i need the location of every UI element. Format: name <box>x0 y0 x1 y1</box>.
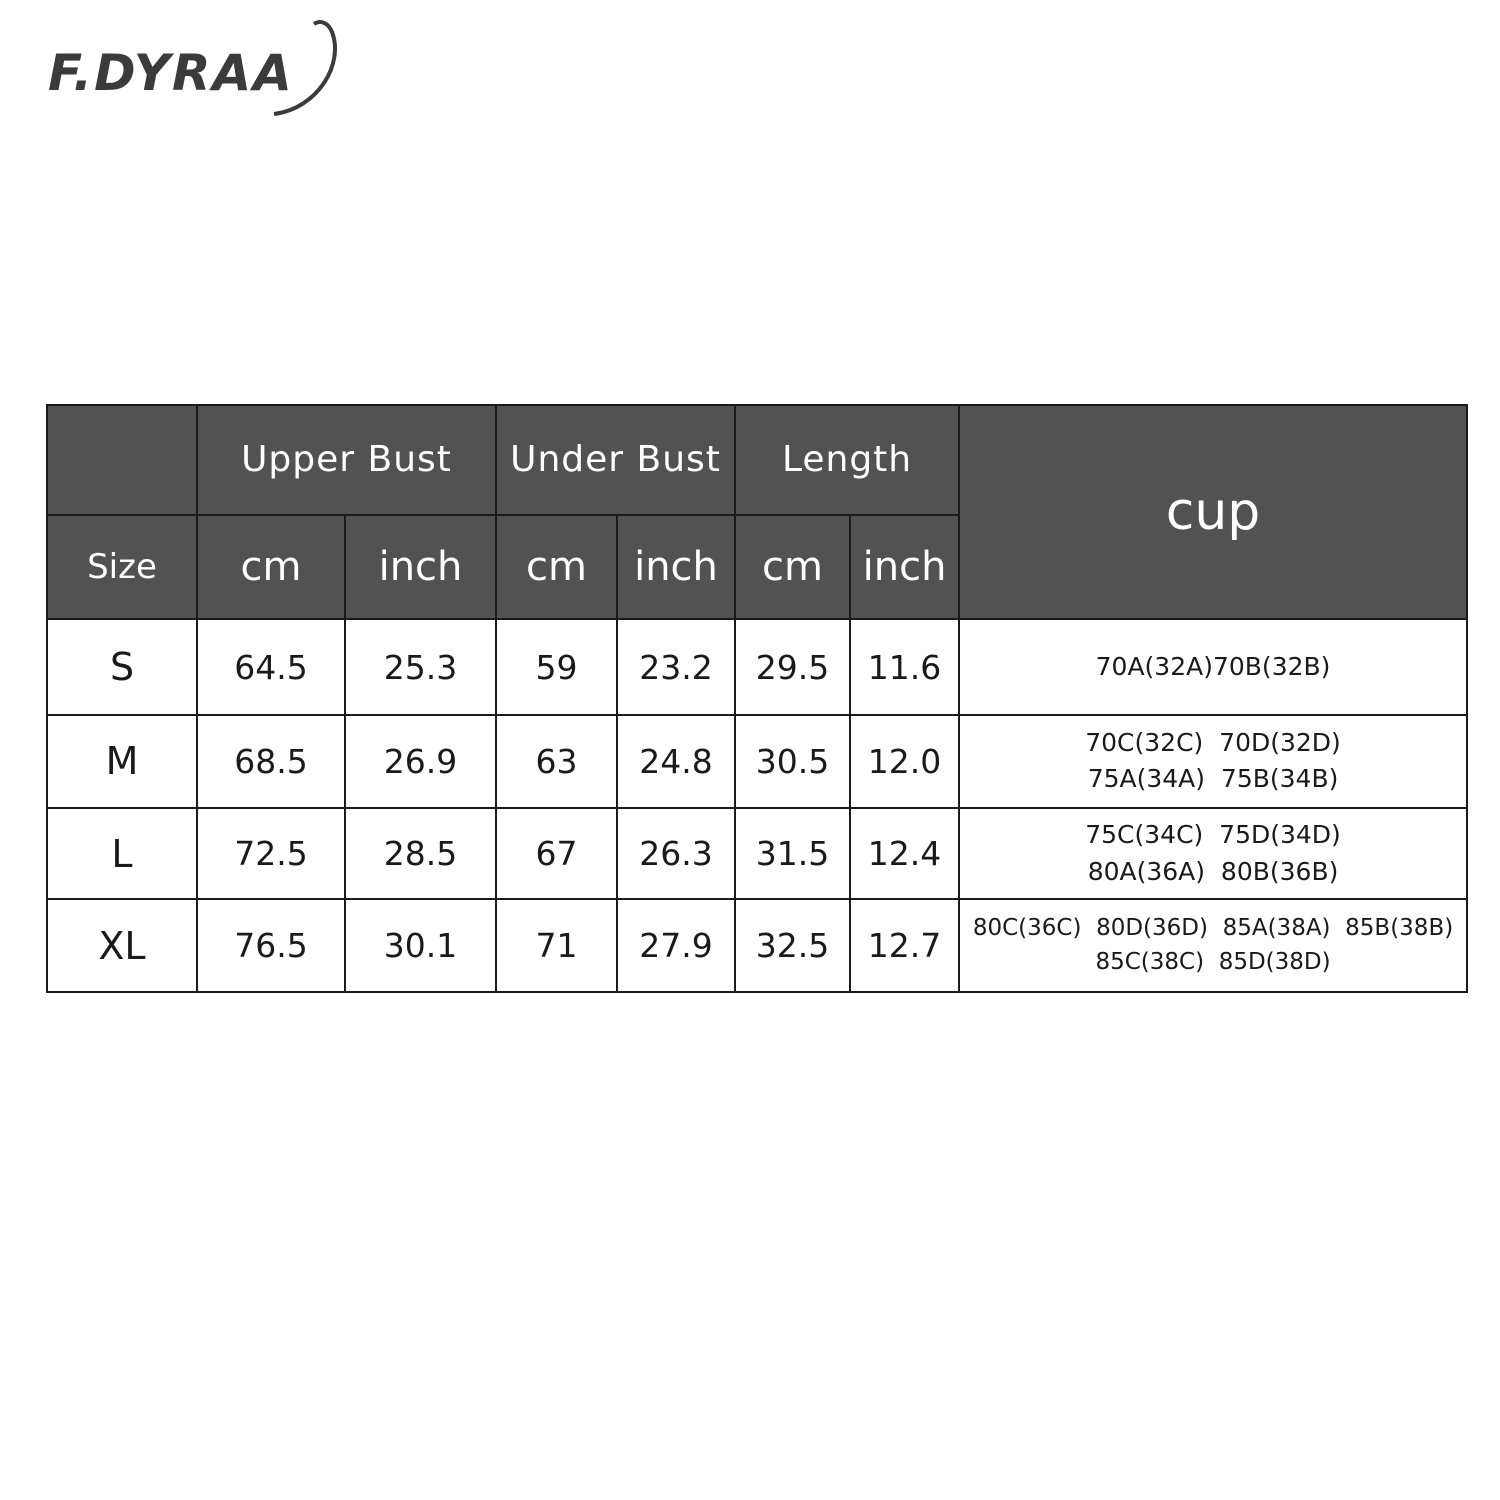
upper-bust-cm: 68.5 <box>197 715 345 808</box>
cup-line: 75A(34A) 75B(34B) <box>1087 764 1339 794</box>
under-bust-cm: 59 <box>496 619 617 715</box>
under-bust-cm: 67 <box>496 808 617 900</box>
size-label: L <box>47 808 197 900</box>
unit-under-bust-inch: inch <box>617 515 735 620</box>
under-bust-cm: 71 <box>496 899 617 992</box>
unit-length-cm: cm <box>735 515 850 620</box>
length-inch: 12.0 <box>850 715 959 808</box>
length-cm: 30.5 <box>735 715 850 808</box>
length-cm: 31.5 <box>735 808 850 900</box>
unit-upper-bust-inch: inch <box>345 515 496 620</box>
logo-text: F.DYRAA <box>48 44 294 102</box>
header-cup: cup <box>959 405 1467 619</box>
cup-line: 75C(34C) 75D(34D) <box>1085 820 1341 850</box>
length-cm: 32.5 <box>735 899 850 992</box>
size-chart-table <box>46 404 1468 993</box>
length-inch: 11.6 <box>850 619 959 715</box>
cup-line: 85C(38C) 85D(38D) <box>1095 948 1331 975</box>
upper-bust-cm: 72.5 <box>197 808 345 900</box>
header-row-groups <box>47 405 1467 515</box>
table-row <box>47 619 1467 715</box>
table-row <box>47 715 1467 808</box>
upper-bust-cm: 76.5 <box>197 899 345 992</box>
header-under-bust: Under Bust <box>496 405 735 515</box>
under-bust-cm: 63 <box>496 715 617 808</box>
upper-bust-inch: 28.5 <box>345 808 496 900</box>
table-row <box>47 899 1467 992</box>
size-label: S <box>47 619 197 715</box>
header-upper-bust: Upper Bust <box>197 405 496 515</box>
upper-bust-cm: 64.5 <box>197 619 345 715</box>
unit-under-bust-cm: cm <box>496 515 617 620</box>
header-corner <box>47 405 197 515</box>
table-row <box>47 808 1467 900</box>
cup-sizes <box>959 715 1467 808</box>
size-label: XL <box>47 899 197 992</box>
length-inch: 12.4 <box>850 808 959 900</box>
cup-sizes <box>959 899 1467 992</box>
cup-sizes <box>959 619 1467 715</box>
cup-line: 70C(32C) 70D(32D) <box>1085 728 1341 758</box>
cup-sizes <box>959 808 1467 900</box>
length-cm: 29.5 <box>735 619 850 715</box>
unit-length-inch: inch <box>850 515 959 620</box>
under-bust-inch: 24.8 <box>617 715 735 808</box>
cup-line: 80C(36C) 80D(36D) 85A(38A) 85B(38B) <box>972 915 1454 942</box>
upper-bust-inch: 30.1 <box>345 899 496 992</box>
cup-line: 70A(32A)70B(32B) <box>1095 652 1331 682</box>
under-bust-inch: 23.2 <box>617 619 735 715</box>
under-bust-inch: 26.3 <box>617 808 735 900</box>
under-bust-inch: 27.9 <box>617 899 735 992</box>
size-label: M <box>47 715 197 808</box>
unit-upper-bust-cm: cm <box>197 515 345 620</box>
upper-bust-inch: 26.9 <box>345 715 496 808</box>
brand-logo <box>44 18 344 118</box>
upper-bust-inch: 25.3 <box>345 619 496 715</box>
length-inch: 12.7 <box>850 899 959 992</box>
header-length: Length <box>735 405 959 515</box>
cup-line: 80A(36A) 80B(36B) <box>1087 856 1339 886</box>
header-size: Size <box>47 515 197 620</box>
